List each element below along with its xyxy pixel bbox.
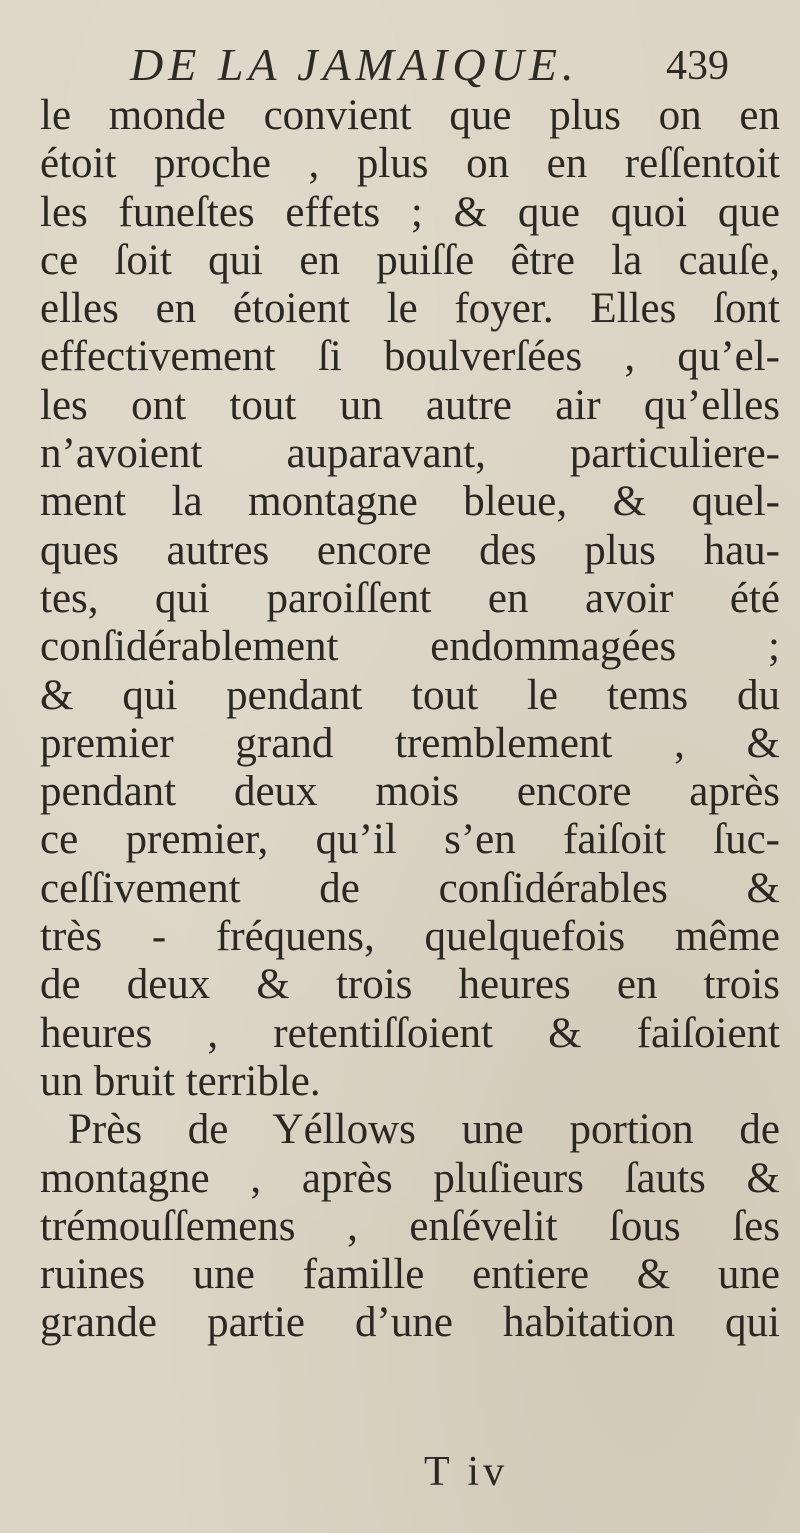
- text-line: ce premier, qu’il s’en faiſoit ſuc-: [40, 816, 780, 864]
- text-line: tes, qui paroiſſent en avoir été: [40, 574, 780, 622]
- text-line: un bruit terrible.: [40, 1057, 321, 1105]
- text-line: elles en étoient le foyer. Elles ſont: [40, 285, 780, 333]
- text-line: pendant deux mois encore après: [40, 768, 780, 816]
- text-line: montagne , après pluſieurs ſauts &: [40, 1154, 780, 1202]
- text-line: effectivement ſi boulverſées , qu’el-: [40, 333, 780, 381]
- text-line: les funeſtes effets ; & que quoi que: [40, 188, 780, 236]
- text-line: de deux & trois heures en trois: [40, 961, 780, 1009]
- text-line: ment la montagne bleue, & quel-: [40, 478, 780, 526]
- text-line: le monde convient que plus on en: [40, 92, 780, 139]
- text-line: ques autres encore des plus hau-: [40, 526, 780, 574]
- text-line: très - fréquens, quelquefois même: [40, 913, 780, 961]
- running-head: DE LA JAMAIQUE.: [130, 39, 579, 90]
- page-number: 439: [666, 43, 729, 89]
- text-line: ceſſivement de conſidérables &: [40, 864, 780, 912]
- text-line: n’avoient auparavant, particuliere-: [40, 430, 780, 478]
- text-line: premier grand tremblement , &: [40, 719, 780, 767]
- text-line: Près de Yéllows une portion de: [68, 1106, 780, 1154]
- text-line: grande partie d’une habitation qui: [40, 1299, 780, 1347]
- text-line: conſidérablement endommagées ;: [40, 623, 780, 671]
- text-line: étoit proche , plus on en reſſentoit: [40, 140, 780, 188]
- text-line: ce ſoit qui en puiſſe être la cauſe,: [40, 236, 780, 284]
- text-line: trémouſſemens , enſévelit ſous ſes: [40, 1202, 780, 1250]
- text-line: ruines une famille entiere & une: [40, 1251, 780, 1299]
- text-line: & qui pendant tout le tems du: [40, 671, 780, 719]
- page-header: [0, 38, 800, 98]
- text-line: les ont tout un autre air qu’elles: [40, 381, 780, 429]
- body-text: [40, 92, 780, 1348]
- catchword: T iv: [424, 1449, 509, 1495]
- text-line: heures , retentiſſoient & faiſoient: [40, 1009, 780, 1057]
